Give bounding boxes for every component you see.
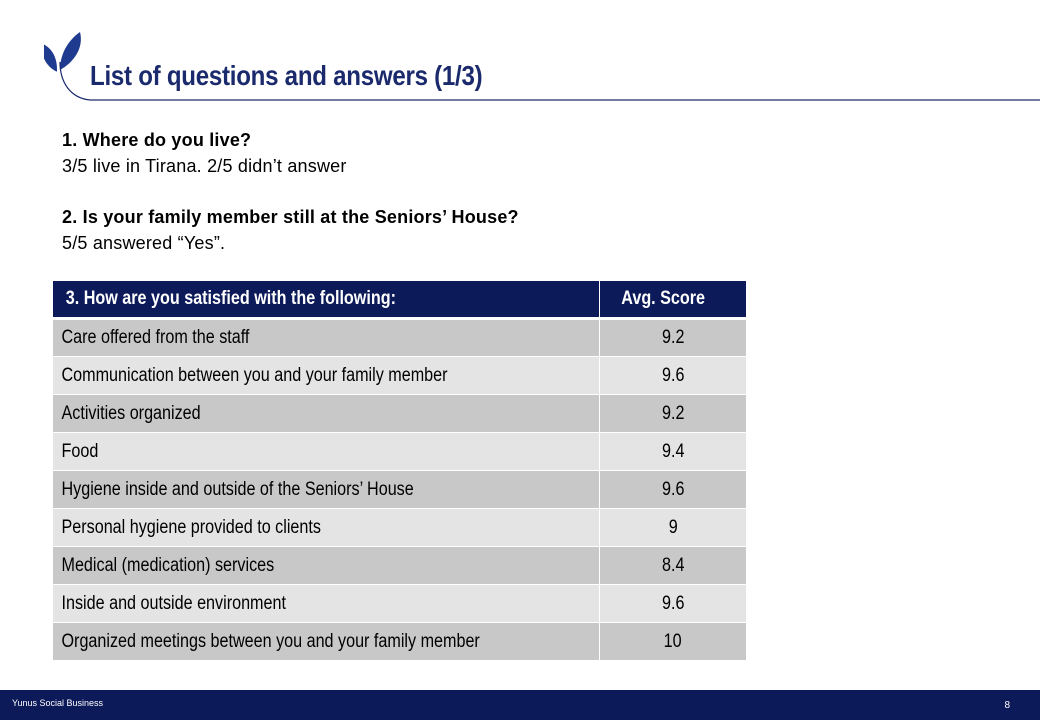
table-row (53, 319, 747, 357)
answer-text: 3/5 live in Tirana. 2/5 didn’t answer (62, 156, 347, 176)
row-score: 8.4 (600, 547, 747, 585)
page-title: List of questions and answers (1/3) (90, 60, 483, 91)
row-item: Communication between you and your family member (53, 357, 600, 395)
table-row (53, 357, 747, 395)
page-number: 8 (1004, 700, 1010, 711)
question-block-1 (62, 127, 347, 179)
table-header-score: Avg. Score (600, 281, 747, 319)
row-item: Hygiene inside and outside of the Seniors’ House (53, 471, 600, 509)
row-item: Organized meetings between you and your family member (53, 623, 600, 661)
row-score: 9.6 (600, 585, 747, 623)
table-row (53, 585, 747, 623)
row-score: 9 (600, 509, 747, 547)
row-item: Care offered from the staff (53, 319, 600, 357)
table-row (53, 623, 747, 661)
table-row (53, 471, 747, 509)
table-header-item: 3. How are you satisfied with the following: (53, 281, 600, 319)
row-score: 9.4 (600, 433, 747, 471)
question-text: 1. Where do you live? (62, 130, 252, 150)
footer-bar (0, 690, 1040, 720)
row-score: 9.2 (600, 319, 747, 357)
row-score: 9.6 (600, 357, 747, 395)
row-item: Food (53, 433, 600, 471)
question-text: 2. Is your family member still at the Seniors’ House? (62, 207, 519, 227)
answer-text: 5/5 answered “Yes”. (62, 233, 226, 253)
table-row (53, 509, 747, 547)
table-row (53, 433, 747, 471)
table-header-row (53, 281, 747, 319)
table-row (53, 547, 747, 585)
row-score: 9.2 (600, 395, 747, 433)
table-row (53, 395, 747, 433)
row-item: Personal hygiene provided to clients (53, 509, 600, 547)
footer-organization: Yunus Social Business (12, 698, 104, 708)
question-block-2 (62, 204, 519, 256)
row-score: 9.6 (600, 471, 747, 509)
satisfaction-table (52, 280, 747, 661)
row-item: Inside and outside environment (53, 585, 600, 623)
row-score: 10 (600, 623, 747, 661)
row-item: Medical (medication) services (53, 547, 600, 585)
row-item: Activities organized (53, 395, 600, 433)
